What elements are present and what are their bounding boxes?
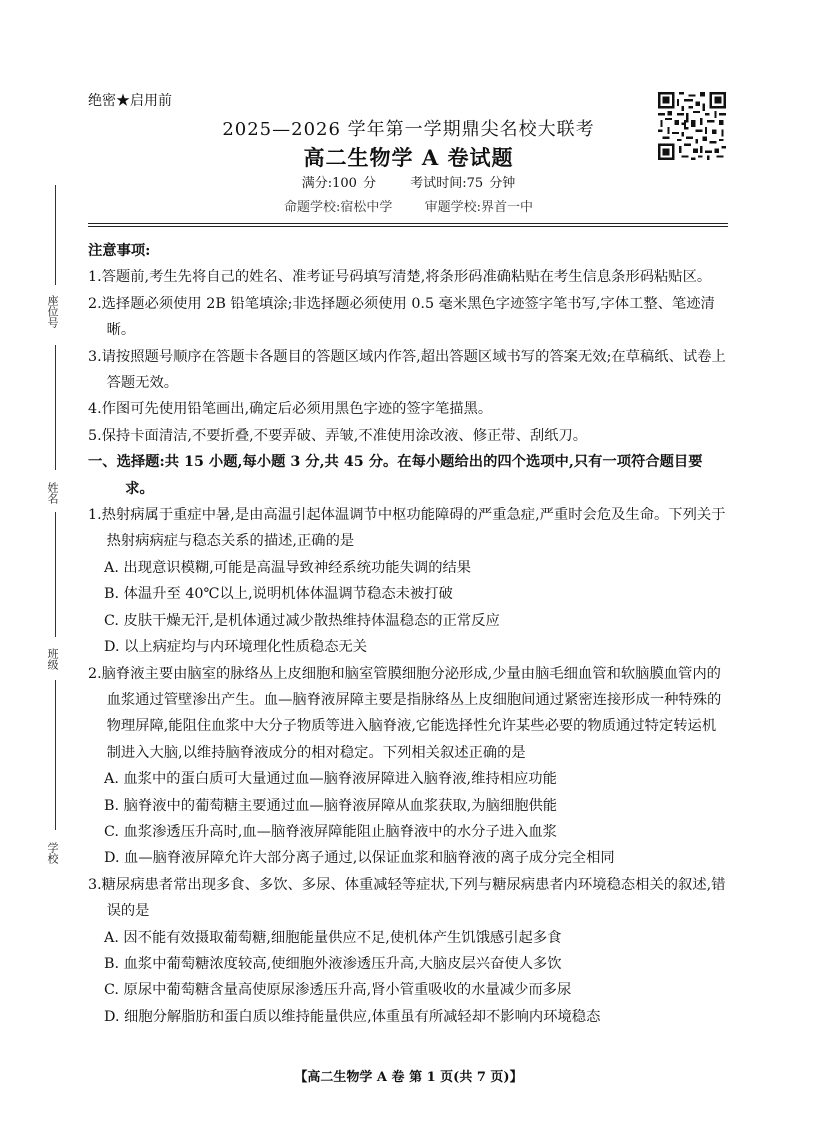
class-label: 班级 — [46, 648, 59, 670]
note-item: 4.作图可先使用铅笔画出,确定后必须用黑色字迹的签字笔描黑。 — [88, 401, 493, 418]
header-rule — [88, 223, 728, 224]
option-a[interactable]: A. 血浆中的蛋白质可大量通过血—脑脊液屏障进入脑脊液,维持相应功能 — [104, 771, 557, 788]
note-item: 2.选择题必须使用 2B 铅笔填涂;非选择题必须使用 0.5 毫米黑色字迹签字笔书写,字体工整、笔迹清晰。 — [88, 295, 715, 339]
option-c[interactable]: C. 皮肤干燥无汗,是机体通过减少散热维持体温稳态的正常反应 — [104, 612, 500, 629]
option-b[interactable]: B. 血浆中葡萄糖浓度较高,使细胞外液渗透压升高,大脑皮层兴奋使人多饮 — [104, 955, 562, 972]
page-footer: 【高二生物学 A 卷 第 1 页(共 7 页)】 — [294, 1070, 523, 1085]
school-label: 学校 — [46, 842, 59, 864]
notes-title: 注意事项: — [88, 243, 151, 259]
exam-meta-row — [0, 172, 817, 191]
option-d[interactable]: D. 血—脑脊液屏障允许大部分离子通过,以保证血浆和脑脊液的离子成分完全相同 — [104, 850, 615, 867]
option-c[interactable]: C. 原尿中葡萄糖含量高使原尿渗透压升高,肾小管重吸收的水量减少而多尿 — [104, 982, 572, 999]
setter-school: 命题学校:宿松中学 — [284, 200, 393, 215]
option-a[interactable]: A. 出现意识模糊,可能是高温导致神经系统功能失调的结果 — [104, 559, 472, 576]
confidential-label: 绝密★启用前 — [88, 93, 172, 109]
option-b[interactable]: B. 体温升至 40℃以上,说明机体体温调节稳态未被打破 — [104, 586, 453, 603]
qr-code-icon[interactable] — [658, 92, 726, 160]
question-stem: 1.热射病属于重症中暑,是由高温引起体温调节中枢功能障碍的严重急症,严重时会危及生命。下列关于热射病病症与稳态关系的描述,正确的是 — [88, 507, 726, 550]
option-d[interactable]: D. 细胞分解脂肪和蛋白质以维持能量供应,体重虽有所减轻却不影响内环境稳态 — [104, 1008, 601, 1025]
note-item: 1.答题前,考生先将自己的姓名、准考证号码填写清楚,将条形码准确粘贴在考生信息条形码粘贴区。 — [88, 269, 712, 286]
seat-line — [55, 185, 56, 285]
header-rule-thin — [88, 226, 728, 227]
exam-content — [88, 238, 730, 1030]
exam-title: 2025—2026 学年第一学期鼎尖名校大联考 — [222, 119, 595, 140]
question-stem: 2.脑脊液主要由脑室的脉络丛上皮细胞和脑室管膜细胞分泌形成,少量由脑毛细血管和软脑膜血管内的血浆通过管壁渗出产生。血—脑脊液屏障主要是指脉络丛上皮细胞间通过紧密连接形成一种特殊的物理屏障,能阻住血浆中大分子物质等进入脑脊液,它能选择性允许某些必要的物质通过特定转运机制进入大脑,以维持脑脊液成分的相对稳定。下列相关叙述正确的是 — [88, 665, 722, 761]
full-score: 满分:100 分 — [301, 176, 377, 191]
option-a[interactable]: A. 因不能有效摄取葡萄糖,细胞能量供应不足,使机体产生饥饿感引起多食 — [104, 929, 562, 946]
name-line — [55, 345, 56, 470]
reviewer-school: 审题学校:界首一中 — [424, 200, 533, 215]
class-line — [55, 512, 56, 637]
seat-number-label: 座位号 — [46, 295, 59, 328]
option-b[interactable]: B. 脑脊液中的葡萄糖主要通过血—脑脊液屏障从血浆获取,为脑细胞供能 — [104, 797, 558, 814]
option-c[interactable]: C. 血浆渗透压升高时,血—脑脊液屏障能阻止脑脊液中的水分子进入血浆 — [104, 823, 557, 840]
question-stem: 3.糖尿病患者常出现多食、多饮、多尿、体重减轻等症状,下列与糖尿病患者内环境稳态相关的叙述,错误的是 — [88, 876, 726, 920]
exam-time: 考试时间:75 分钟 — [410, 176, 516, 191]
section-heading: 一、选择题:共 15 小题,每小题 3 分,共 45 分。在每小题给出的四个选项中,只有一项符合题目要求。 — [88, 454, 703, 497]
school-meta-row — [0, 196, 817, 215]
note-item: 3.请按照题号顺序在答题卡各题目的答题区域内作答,超出答题区域书写的答案无效;在草稿纸、试卷上答题无效。 — [88, 348, 726, 392]
school-line — [55, 680, 56, 830]
name-label: 姓名 — [46, 482, 59, 504]
subject-title: 高二生物学 A 卷试题 — [303, 145, 514, 170]
note-item: 5.保持卡面清洁,不要折叠,不要弄破、弄皱,不准使用涂改液、修正带、刮纸刀。 — [88, 427, 588, 444]
option-d[interactable]: D. 以上病症均与内环境理化性质稳态无关 — [104, 639, 368, 656]
